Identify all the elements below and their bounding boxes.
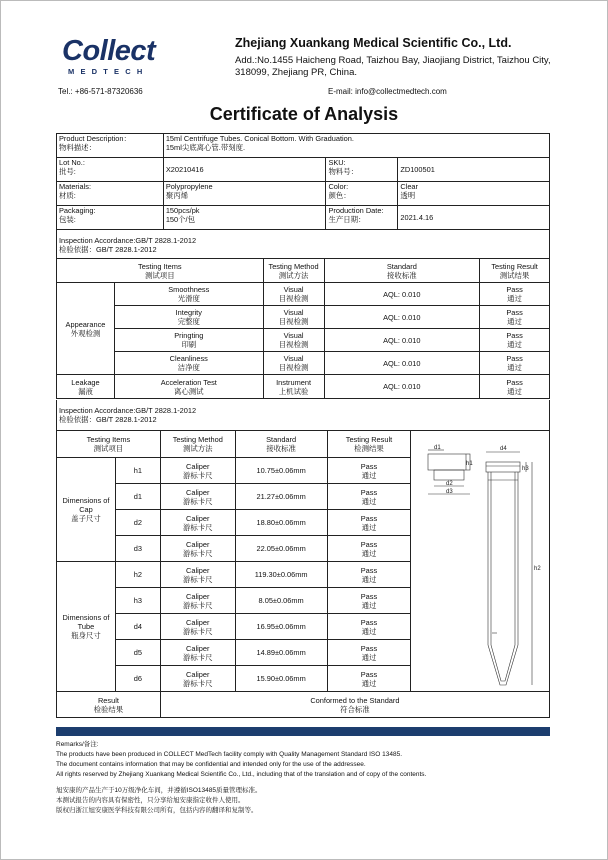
t2-header-method: Testing Method 测试方法 xyxy=(160,431,235,458)
inspection-accordance-2 xyxy=(56,400,550,430)
dim-standard: 8.05±0.06mm xyxy=(235,588,327,614)
dim-key: d3 xyxy=(115,536,160,562)
table-row-method: Caliper 游标卡尺 xyxy=(160,666,235,692)
packaging-value: 150pcs/pk 150个/包 xyxy=(163,206,326,230)
t1-header-result: Testing Result 测试结果 xyxy=(480,259,550,283)
dim-standard: 16.95±0.06mm xyxy=(235,614,327,640)
table-row-standard: AQL: 0.010 xyxy=(324,306,480,329)
tube-dimensions-label: Dimensions of Tube 瓶身尺寸 xyxy=(57,562,116,692)
remarks-line-cn: 旭安康的产品生产于10万级净化车间，并遵循ISO13485质量管理标准。 xyxy=(56,787,262,794)
document-title: Certificate of Analysis xyxy=(209,104,399,124)
table-row-result: Pass 通过 xyxy=(327,510,411,536)
production-date-label: Production Date: 生产日期： xyxy=(326,206,398,230)
logo-text: Collect xyxy=(62,35,156,67)
table-row-result: Pass 通过 xyxy=(480,306,550,329)
remarks-line-cn: 本测试报告的内容具有保密性，只分享给旭安康指定收件人使用。 xyxy=(56,797,245,804)
d3-label: d3 xyxy=(446,489,453,495)
table-row-method: Visual 目视检测 xyxy=(263,329,324,352)
inspection-line-cn: 检验依据：GB/T 2828.1-2012 xyxy=(59,415,157,424)
table-row-item: Acceleration Test 离心测试 xyxy=(114,375,263,399)
remarks-en xyxy=(56,740,576,780)
dim-standard: 119.30±0.06mm xyxy=(235,562,327,588)
packaging-label: Packaging: 包装: xyxy=(57,206,164,230)
table-row-method: Caliper 游标卡尺 xyxy=(160,614,235,640)
table-row-result: Pass 通过 xyxy=(480,283,550,306)
table-row-item: Cleanliness 洁净度 xyxy=(114,352,263,375)
table-row-method: Caliper 游标卡尺 xyxy=(160,640,235,666)
materials-value: Polypropylene 聚丙烯 xyxy=(163,182,326,206)
table-row-result: Pass 通过 xyxy=(327,458,411,484)
desc-label: Product Description： 物料描述： xyxy=(57,134,164,158)
lot-label: Lot No.: 批号: xyxy=(57,158,164,182)
tube-collar xyxy=(486,462,520,472)
table-row-result: Pass 通过 xyxy=(327,614,411,640)
cap-outline xyxy=(428,454,470,470)
table-row-method: Caliper 游标卡尺 xyxy=(160,484,235,510)
table-row-result: Pass 通过 xyxy=(480,329,550,352)
remarks-line: All rights reserved by Zhejiang Xuankang Medical Scientific Co., Ltd., including that of the translation and of copy of the contents. xyxy=(56,771,427,778)
table-row-result: Pass 通过 xyxy=(327,640,411,666)
color-label: Color: 颜色： xyxy=(326,182,398,206)
table-row-result: Pass 通过 xyxy=(327,588,411,614)
table-row-method: Visual 目视检测 xyxy=(263,306,324,329)
dim-key: h2 xyxy=(115,562,160,588)
table-row-method: Caliper 游标卡尺 xyxy=(160,588,235,614)
table-row-method: Caliper 游标卡尺 xyxy=(160,536,235,562)
dim-key: d6 xyxy=(115,666,160,692)
logo-subtext: MEDTECH xyxy=(68,67,149,76)
tube-inner-wall xyxy=(491,472,515,681)
telephone: Tel.: +86-571-87320636 xyxy=(58,87,143,96)
color-value: Clear 透明 xyxy=(398,182,550,206)
table-row-item: Pringting 印刷 xyxy=(114,329,263,352)
h3-label: h3 xyxy=(522,466,529,472)
t1-header-standard: Standard 接收标准 xyxy=(324,259,480,283)
table-row-method: Instrument 上机试验 xyxy=(263,375,324,399)
table-row-method: Caliper 游标卡尺 xyxy=(160,562,235,588)
inspection-line-en: Inspection Accordance:GB/T 2828.1-2012 xyxy=(59,236,197,245)
t2-header-result: Testing Result 检测结果 xyxy=(327,431,411,458)
dim-standard: 10.75±0.06mm xyxy=(235,458,327,484)
t1-header-method: Testing Method 测试方法 xyxy=(263,259,324,283)
sku-label: SKU: 物料号： xyxy=(326,158,398,182)
dim-key: h3 xyxy=(115,588,160,614)
h2-label: h2 xyxy=(534,566,541,572)
inspection-line-en: Inspection Accordance:GB/T 2828.1-2012 xyxy=(59,406,197,415)
materials-label: Materials: 材质: xyxy=(57,182,164,206)
dim-standard: 18.80±0.06mm xyxy=(235,510,327,536)
inspection-line-cn: 检验依据：GB/T 2828.1-2012 xyxy=(59,245,157,254)
result-value: Conformed to the Standard 符合标准 xyxy=(160,692,549,718)
result-label: Result 检验结果 xyxy=(57,692,161,718)
company-name: Zhejiang Xuankang Medical Scientific Co., Ltd. xyxy=(235,36,512,50)
remarks-title: Remarks/备注: xyxy=(56,741,99,748)
footer-bar xyxy=(56,727,550,736)
table-row-standard: AQL: 0.010 xyxy=(324,375,480,399)
dim-key: d4 xyxy=(115,614,160,640)
production-date-value: 2021.4.16 xyxy=(398,206,550,230)
table-row-method: Visual 目视检测 xyxy=(263,352,324,375)
dim-key: d2 xyxy=(115,510,160,536)
table-row-method: Caliper 游标卡尺 xyxy=(160,458,235,484)
sku-value: ZD100501 xyxy=(398,158,550,182)
remarks-line: The products have been produced in COLLECT MedTech facility comply with Quality Management Standard ISO 13485. xyxy=(56,751,403,758)
table-row-standard: AQL: 0.010 xyxy=(324,283,480,306)
tube-diagram xyxy=(422,440,547,690)
d4-label: d4 xyxy=(500,446,507,452)
dim-key: d1 xyxy=(115,484,160,510)
email: E-mail: info@collectmedtech.com xyxy=(328,87,447,96)
lot-value: X20210416 xyxy=(163,158,326,182)
t2-header-standard: Standard 接收标准 xyxy=(235,431,327,458)
table-row-method: Visual 目视检测 xyxy=(263,283,324,306)
t1-header-items: Testing Items 测试项目 xyxy=(57,259,264,283)
inspection-accordance-1 xyxy=(56,230,550,258)
leakage-label: Leakage 漏液 xyxy=(57,375,115,399)
table-row-method: Caliper 游标卡尺 xyxy=(160,510,235,536)
h1-label: h1 xyxy=(466,461,473,467)
appearance-label: Appearance 外观检测 xyxy=(57,283,115,375)
cap-dimensions-label: Dimensions of Cap 盖子尺寸 xyxy=(57,458,116,562)
dim-standard: 22.05±0.06mm xyxy=(235,536,327,562)
t2-header-items: Testing Items 测试项目 xyxy=(57,431,161,458)
table-row-result: Pass 通过 xyxy=(327,536,411,562)
dim-standard: 21.27±0.06mm xyxy=(235,484,327,510)
remarks-line: The document contains information that may be confidential and intended only for the use of the addressee. xyxy=(56,761,366,768)
cap-lower xyxy=(434,470,464,480)
company-logo xyxy=(62,36,155,76)
table-row-standard: AQL: 0.010 xyxy=(324,352,480,375)
dim-key: d5 xyxy=(115,640,160,666)
dim-standard: 14.89±0.06mm xyxy=(235,640,327,666)
table-row-result: Pass 通过 xyxy=(480,375,550,399)
table-row-item: Smoothness 光滑度 xyxy=(114,283,263,306)
table-row-item: Integrity 完整度 xyxy=(114,306,263,329)
table-row-result: Pass 通过 xyxy=(327,562,411,588)
d1-label: d1 xyxy=(434,445,441,451)
dim-standard: 15.90±0.06mm xyxy=(235,666,327,692)
dim-key: h1 xyxy=(115,458,160,484)
appearance-table xyxy=(56,258,550,399)
table-row-result: Pass 通过 xyxy=(327,484,411,510)
table-row-standard: AQL: 0.010 xyxy=(324,329,480,352)
tube-body xyxy=(488,472,518,685)
desc-value: 15ml Centrifuge Tubes. Conical Bottom. With Graduation. 15ml尖底离心管.带刻度. xyxy=(163,134,549,158)
table-row-result: Pass 通过 xyxy=(327,666,411,692)
company-address: Add.:No.1455 Haicheng Road, Taizhou Bay, Jiaojiang District, Taizhou City, 318099, Zhejiang PR, China. xyxy=(235,55,551,78)
remarks-line-cn: 版权归浙江旭安康医学科技有限公司所有，包括内容的翻译和复制等。 xyxy=(56,807,258,814)
remarks-cn xyxy=(56,786,576,816)
table-row-result: Pass 通过 xyxy=(480,352,550,375)
product-info-table xyxy=(56,133,550,230)
d2-label: d2 xyxy=(446,481,453,487)
